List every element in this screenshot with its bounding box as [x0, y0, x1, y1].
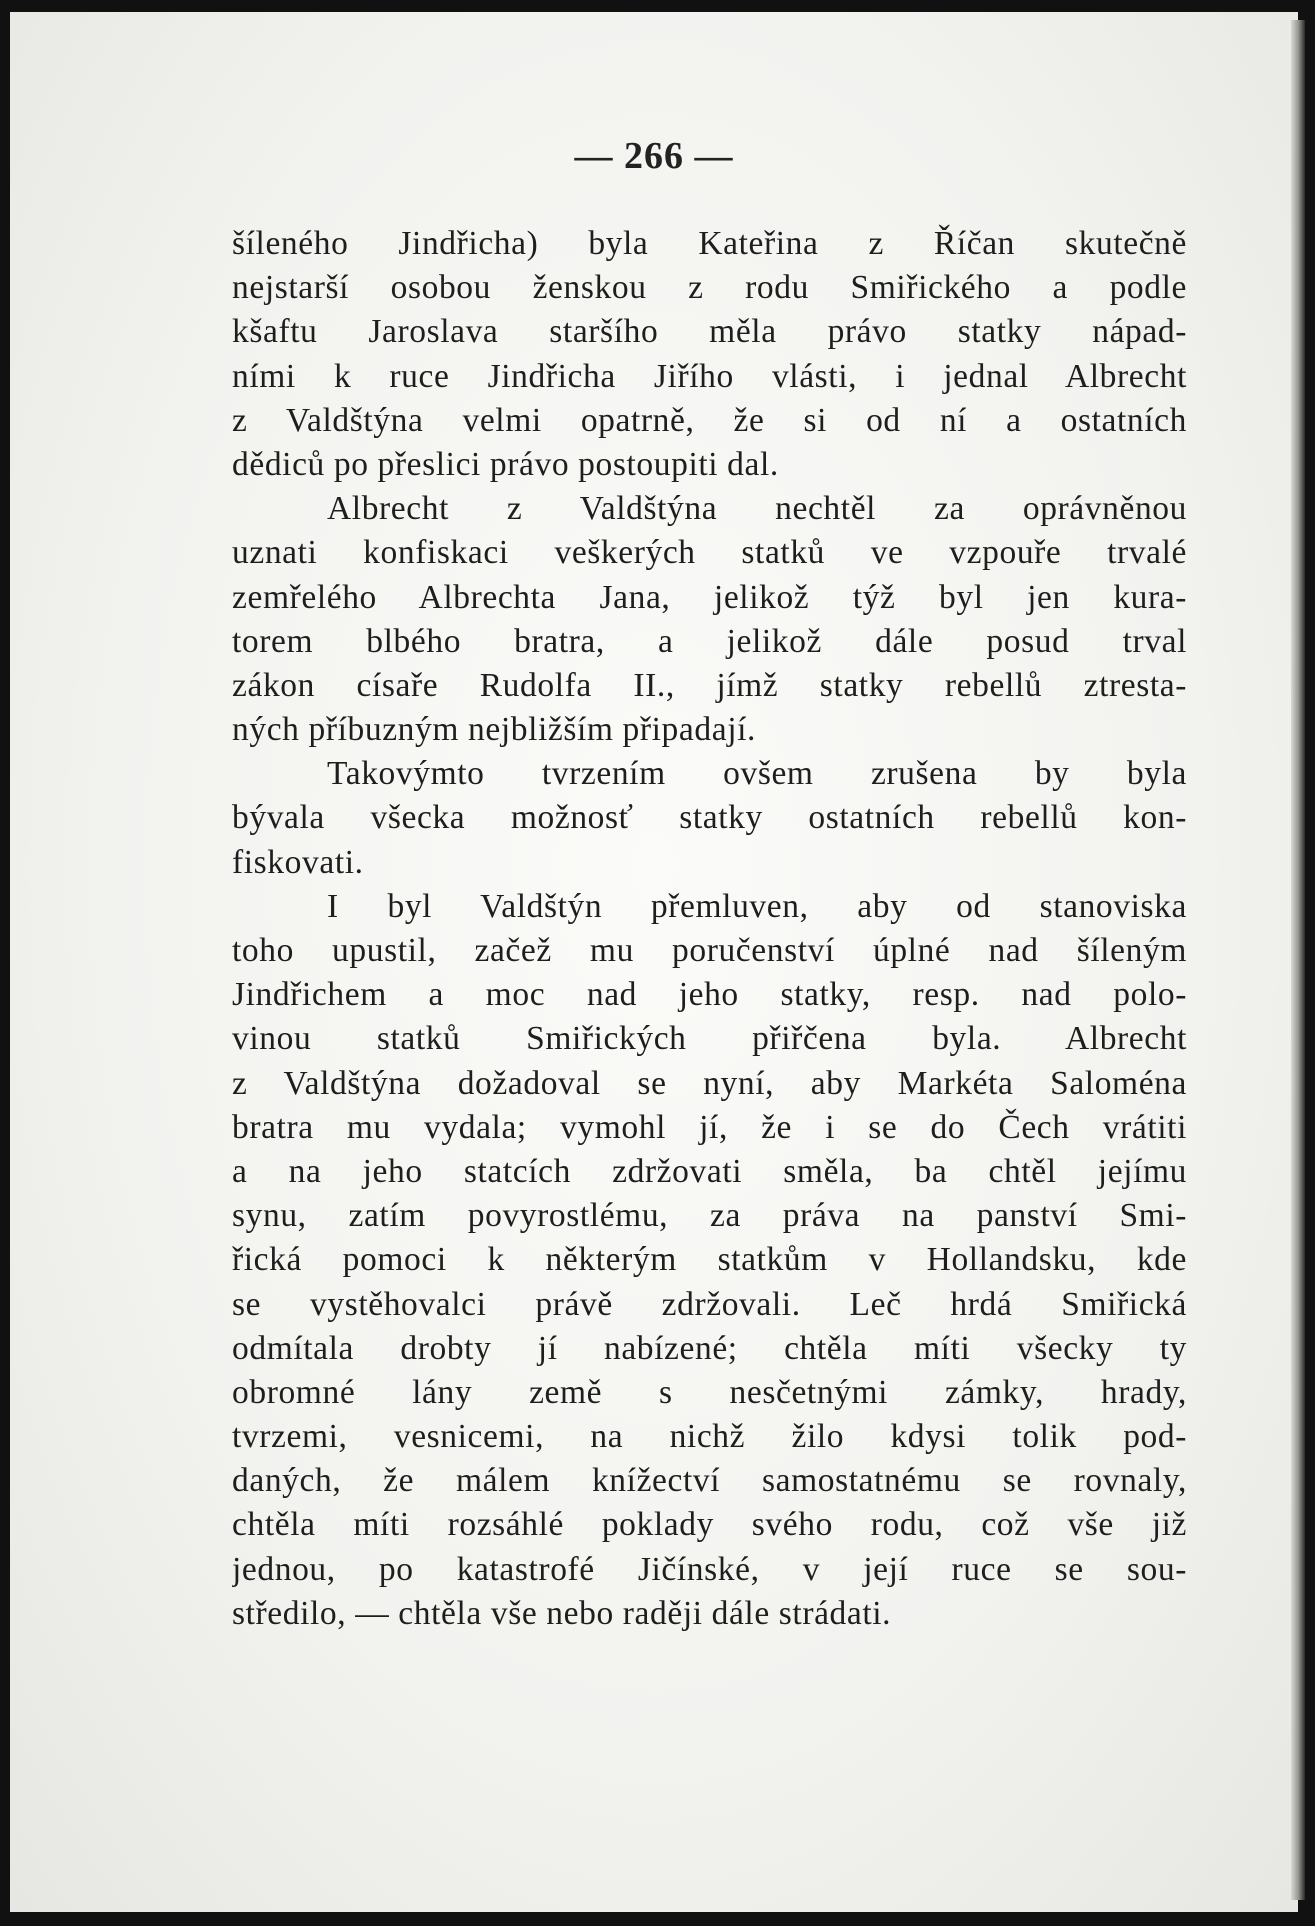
text-line: Albrecht z Valdštýna nechtěl za oprávněnou — [327, 490, 1187, 528]
text-line: synu, zatím povyrostlému, za práva na panství Smi- — [232, 1197, 1187, 1235]
book-page — [10, 12, 1298, 1912]
text-line: obromné lány země s nesčetnými zámky, hrady, — [232, 1373, 1187, 1411]
text-line: šíleného Jindřicha) byla Kateřina z Říčan skutečně — [232, 225, 1187, 262]
text-line: vinou statků Smiřických přiřčena byla. Albrecht — [232, 1020, 1187, 1058]
text-line: ními k ruce Jindřicha Jiřího vlásti, i jednal Albrecht — [232, 357, 1187, 395]
text-line: dědiců po přeslici právo postoupiti dal. — [232, 445, 779, 483]
paragraph — [232, 752, 1187, 885]
text-line: Takovýmto tvrzením ovšem zrušena by byla — [327, 755, 1187, 793]
paragraph — [232, 222, 1187, 487]
page-number: — 266 — — [574, 135, 734, 177]
text-line: I byl Valdštýn přemluven, aby od stanoviska — [327, 887, 1187, 925]
text-line: z Valdštýna dožadoval se nyní, aby Markéta Saloména — [232, 1064, 1187, 1102]
text-line: a na jeho statcích zdržovati směla, ba chtěl jejímu — [232, 1152, 1187, 1190]
paragraph — [232, 487, 1187, 752]
text-line: z Valdštýna velmi opatrně, že si od ní a ostatních — [232, 401, 1187, 439]
text-line: odmítala drobty jí nabízené; chtěla míti všecky ty — [232, 1329, 1187, 1367]
page-edge-shadow — [1291, 20, 1305, 1900]
text-line: se vystěhovalci právě zdržovali. Leč hrdá Smiřická — [232, 1285, 1187, 1323]
text-line: zemřelého Albrechta Jana, jelikož týž byl jen kura- — [232, 578, 1187, 616]
text-line: kšaftu Jaroslava staršího měla právo statky nápad- — [232, 313, 1187, 351]
text-line: tvrzemi, vesnicemi, na nichž žilo kdysi tolik pod- — [232, 1418, 1187, 1456]
text-line: zákon císaře Rudolfa II., jímž statky rebellů ztresta- — [232, 666, 1187, 704]
text-line: ných příbuzným nejbližším připadají. — [232, 711, 756, 749]
text-line: daných, že málem knížectví samostatnému se rovnaly, — [232, 1462, 1187, 1500]
text-line: řická pomoci k některým statkům v Hollandsku, kde — [232, 1241, 1187, 1279]
text-line: toho upustil, začež mu poručenství úplné nad šíleným — [232, 932, 1187, 969]
paragraph — [232, 885, 1187, 1636]
body-text — [232, 222, 1187, 1636]
text-line: nejstarší osobou ženskou z rodu Smiřického a podle — [232, 269, 1187, 307]
text-line: torem blbého bratra, a jelikož dále posud trval — [232, 622, 1187, 660]
text-line: středilo, — chtěla vše nebo raději dále strádati. — [232, 1594, 892, 1632]
text-line: jednou, po katastrofé Jičínské, v její ruce se sou- — [232, 1550, 1187, 1588]
text-line: uznati konfiskaci veškerých statků ve vzpouře trvalé — [232, 534, 1187, 572]
text-line: bývala všecka možnosť statky ostatních rebellů kon- — [232, 799, 1187, 837]
text-line: bratra mu vydala; vymohl jí, že i se do Čech vrátiti — [232, 1108, 1187, 1146]
text-line: chtěla míti rozsáhlé poklady svého rodu, což vše již — [232, 1506, 1187, 1544]
text-line: Jindřichem a moc nad jeho statky, resp. nad polo- — [232, 976, 1187, 1014]
text-line: fiskovati. — [232, 843, 364, 881]
